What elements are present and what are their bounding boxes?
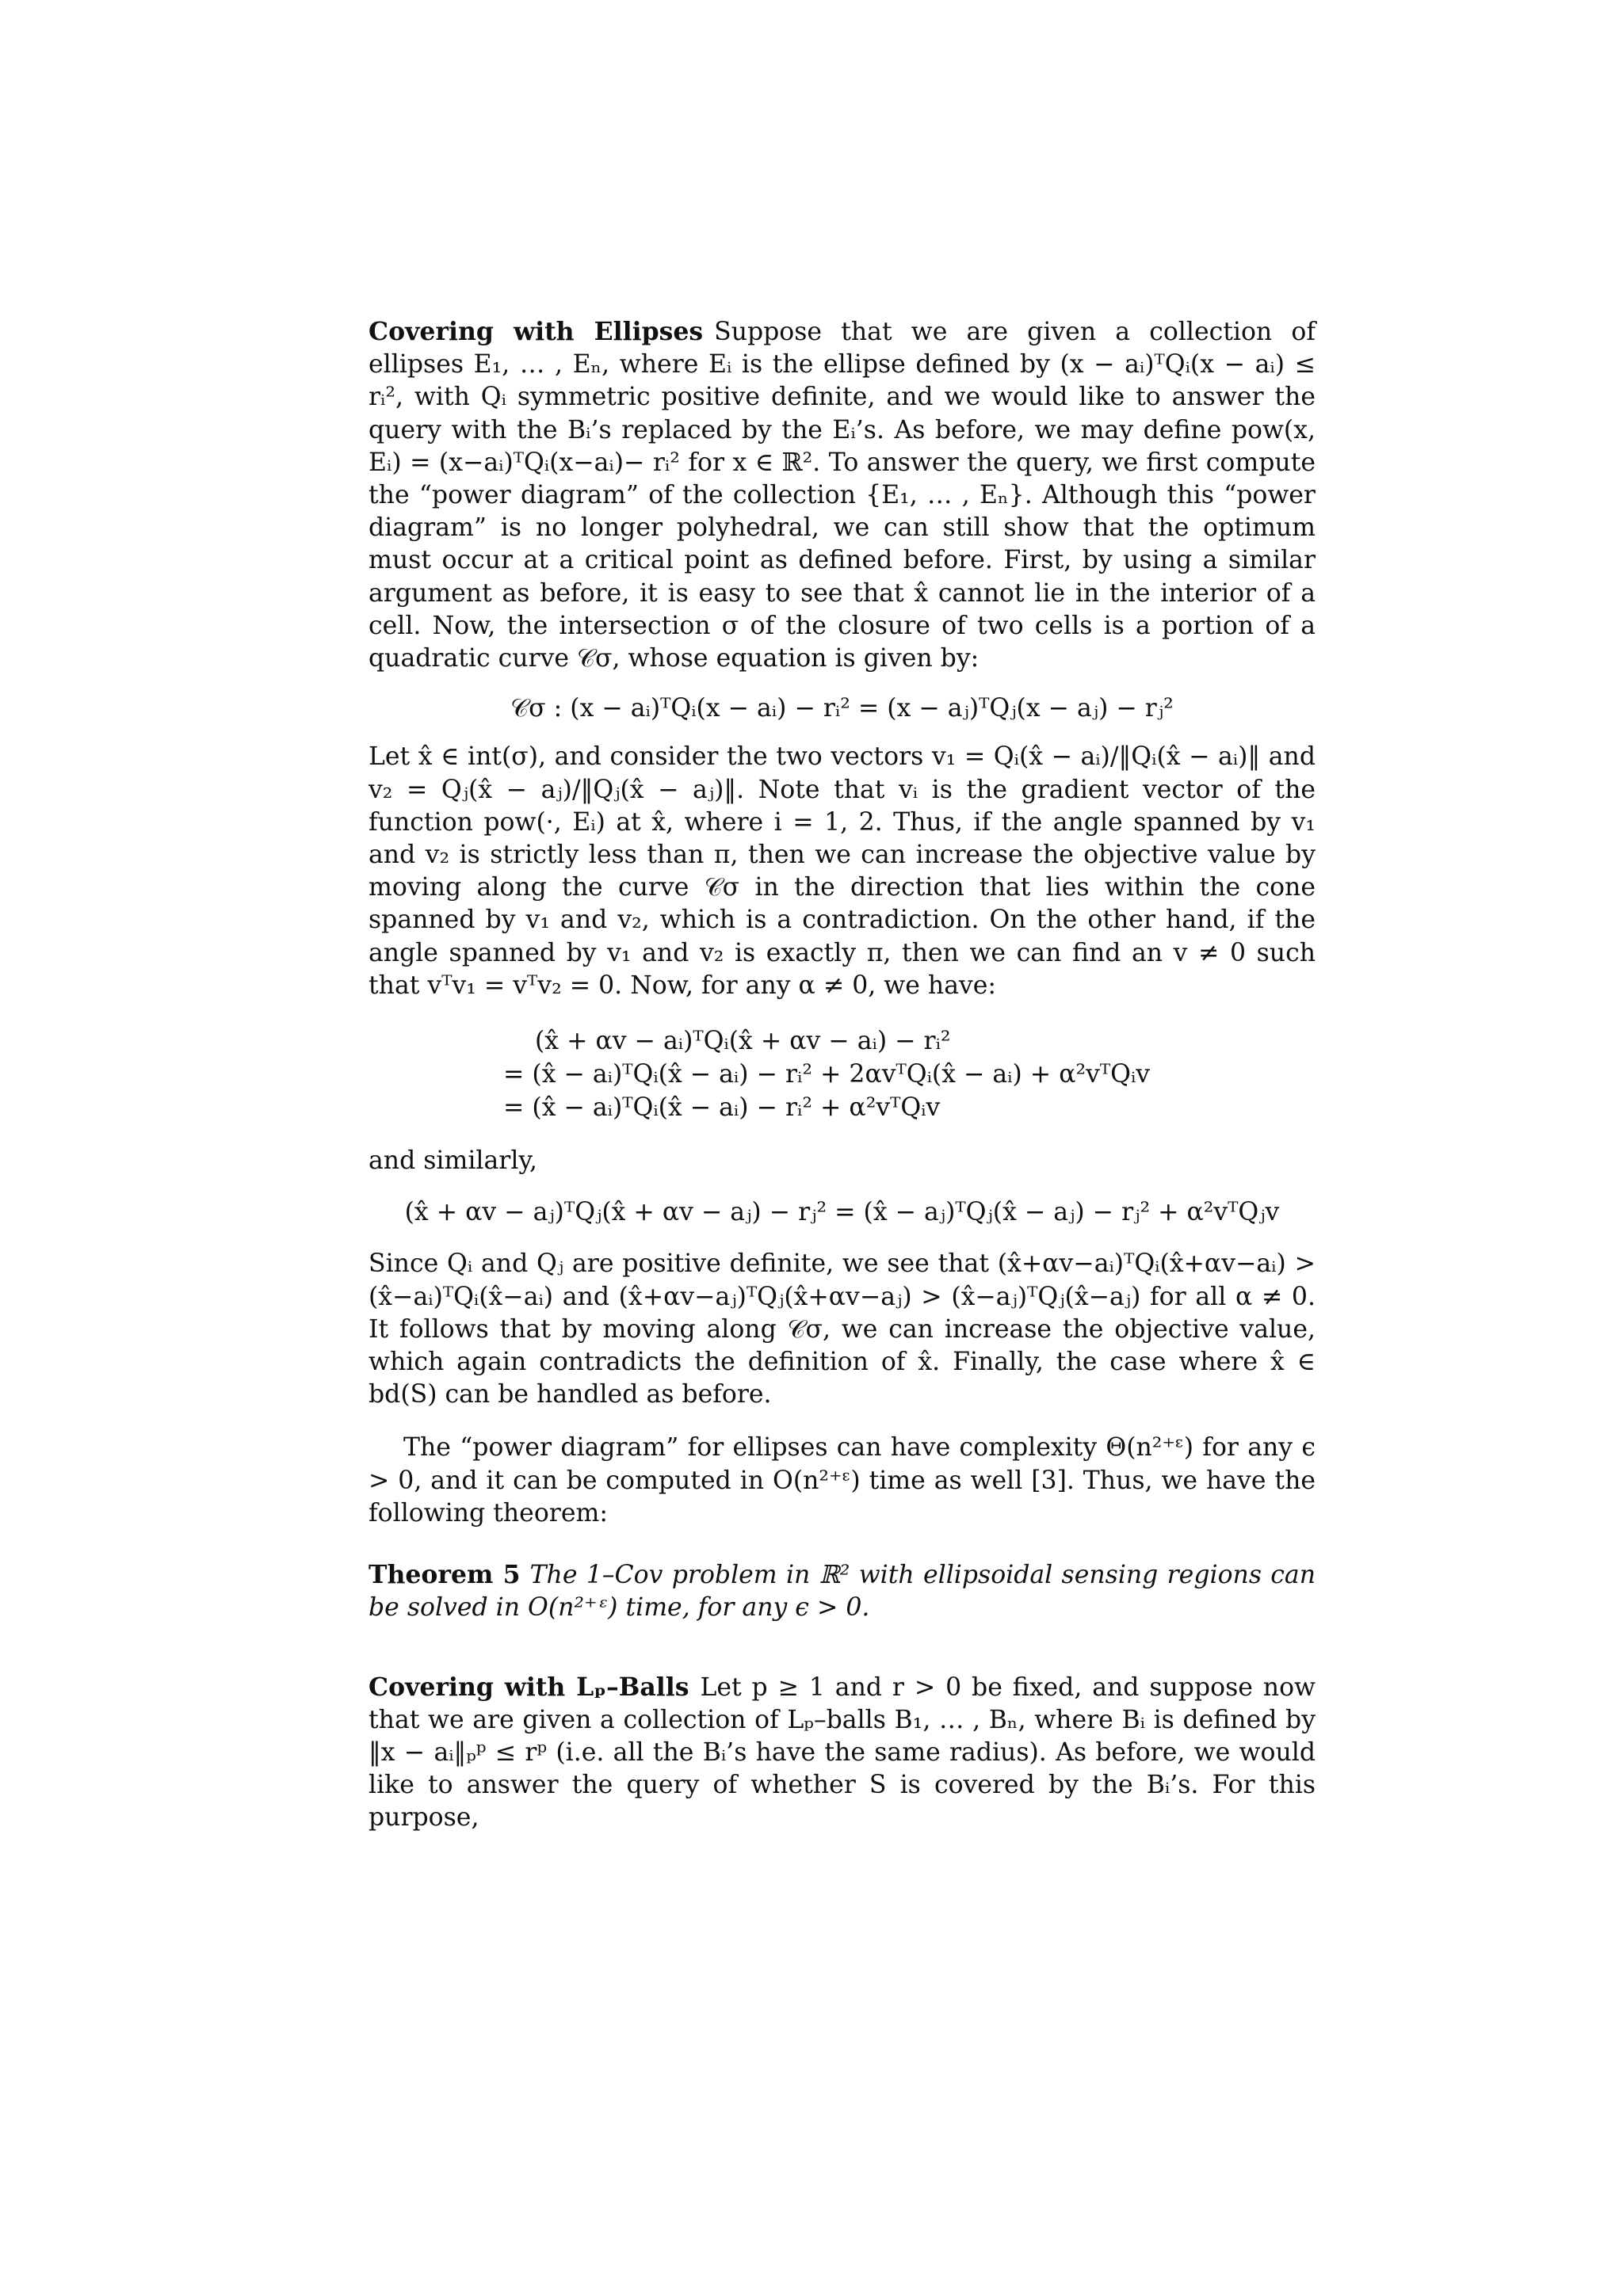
- equation-line-3: = (x̂ − aᵢ)ᵀQᵢ(x̂ − aᵢ) − rᵢ² + α²vᵀQᵢv: [503, 1093, 941, 1123]
- theorem-label: Theorem 5: [369, 1560, 521, 1590]
- equation-quadratic-curve: 𝒞σ : (x − aᵢ)ᵀQᵢ(x − aᵢ) − rᵢ² = (x − aⱼ)ᵀQⱼ(x − aⱼ) − rⱼ²: [510, 694, 1174, 723]
- paragraph-positive-definite: Since Qᵢ and Qⱼ are positive definite, we see that (x̂+αv−aᵢ)ᵀQᵢ(x̂+αv−aᵢ) > (x̂−aᵢ)ᵀQᵢ(x̂−aᵢ) and (x̂+αv−aⱼ)ᵀQⱼ(x̂+αv−aⱼ) > (x̂−aⱼ)ᵀQⱼ(x̂−aⱼ) for all α ≠ 0. It follows that by moving along 𝒞σ, we can increase the objective value, which again contradicts the definition of x̂. Finally, the case where x̂ ∈ bd(S) can be handled as before.: [369, 1249, 1316, 1409]
- paper-page: [369, 315, 1316, 1835]
- run-in-heading-ellipses: Covering with Ellipses: [369, 317, 704, 346]
- paragraph-gradient-argument: Let x̂ ∈ int(σ), and consider the two vectors v₁ = Qᵢ(x̂ − aᵢ)/‖Qᵢ(x̂ − aᵢ)‖ and v₂ = Qⱼ(x̂ − aⱼ)/‖Qⱼ(x̂ − aⱼ)‖. Note that vᵢ is the gradient vector of the function pow(·, Eᵢ) at x̂, where i = 1, 2. Thus, if the angle spanned by v₁ and v₂ is strictly less than π, then we can increase the objective value by moving along the curve 𝒞σ in the direction that lies within the cone spanned by v₁ and v₂, which is a contradiction. On the other hand, if the angle spanned by v₁ and v₂ is exactly π, then we can find an v ≠ 0 such that vᵀv₁ = vᵀv₂ = 0. Now, for any α ≠ 0, we have:: [369, 742, 1316, 1000]
- run-in-heading-lp-balls: Covering with Lₚ–Balls: [369, 1672, 689, 1702]
- theorem-5: [369, 1558, 1316, 1624]
- paragraph-power-diagram-complexity: The “power diagram” for ellipses can have complexity Θ(n²⁺ᵋ) for any ϵ > 0, and it can be computed in O(n²⁺ᵋ) time as well [3]. Thus, we have the following theorem:: [369, 1433, 1316, 1527]
- theorem-body: The 1–Cov problem in ℝ² with ellipsoidal sensing regions can be solved in O(n²⁺ᵋ) time, for any ϵ > 0.: [369, 1561, 1316, 1623]
- equation-line-1: (x̂ + αv − aᵢ)ᵀQᵢ(x̂ + αv − aᵢ) − rᵢ²: [535, 1027, 951, 1056]
- paragraph-covering-ellipses: [369, 315, 1316, 675]
- paragraph-ellipses-text: Suppose that we are given a collection of ellipses E₁, … , Eₙ, where Eᵢ is the ellipse defined by (x − aᵢ)ᵀQᵢ(x − aᵢ) ≤ rᵢ², with Qᵢ symmetric positive definite, and we would like to answer the query with the Bᵢ’s replaced by the Eᵢ’s. As before, we may define pow(x, Eᵢ) = (x−aᵢ)ᵀQᵢ(x−aᵢ)− rᵢ² for x ∈ ℝ². To answer the query, we first compute the “power diagram” of the collection {E₁, … , Eₙ}. Although this “power diagram” is no longer polyhedral, we can still show that the optimum must occur at a critical point as defined before. First, by using a similar argument as before, it is easy to see that x̂ cannot lie in the interior of a cell. Now, the intersection σ of the closure of two cells is a portion of a quadratic curve 𝒞σ, whose equation is given by:: [369, 318, 1316, 673]
- equation-line-2: = (x̂ − aᵢ)ᵀQᵢ(x̂ − aᵢ) − rᵢ² + 2αvᵀQᵢ(x̂ − aᵢ) + α²vᵀQᵢv: [503, 1060, 1151, 1089]
- equation-similar-j: (x̂ + αv − aⱼ)ᵀQⱼ(x̂ + αv − aⱼ) − rⱼ² = (x̂ − aⱼ)ᵀQⱼ(x̂ − aⱼ) − rⱼ² + α²vᵀQⱼv: [404, 1198, 1280, 1227]
- paragraph-and-similarly: and similarly,: [369, 1146, 538, 1176]
- paragraph-lp-balls-text: Let p ≥ 1 and r > 0 be fixed, and suppose now that we are given a collection of Lₚ–balls B₁, … , Bₙ, where Bᵢ is defined by ‖x − aᵢ‖ₚᵖ ≤ rᵖ (i.e. all the Bᵢ’s have the same radius). As before, we would like to answer the query of whether S is covered by the Bᵢ’s. For this purpose,: [369, 1672, 1316, 1833]
- equation-block-expansion: [369, 1024, 1316, 1124]
- paragraph-covering-lp-balls: [369, 1671, 1316, 1835]
